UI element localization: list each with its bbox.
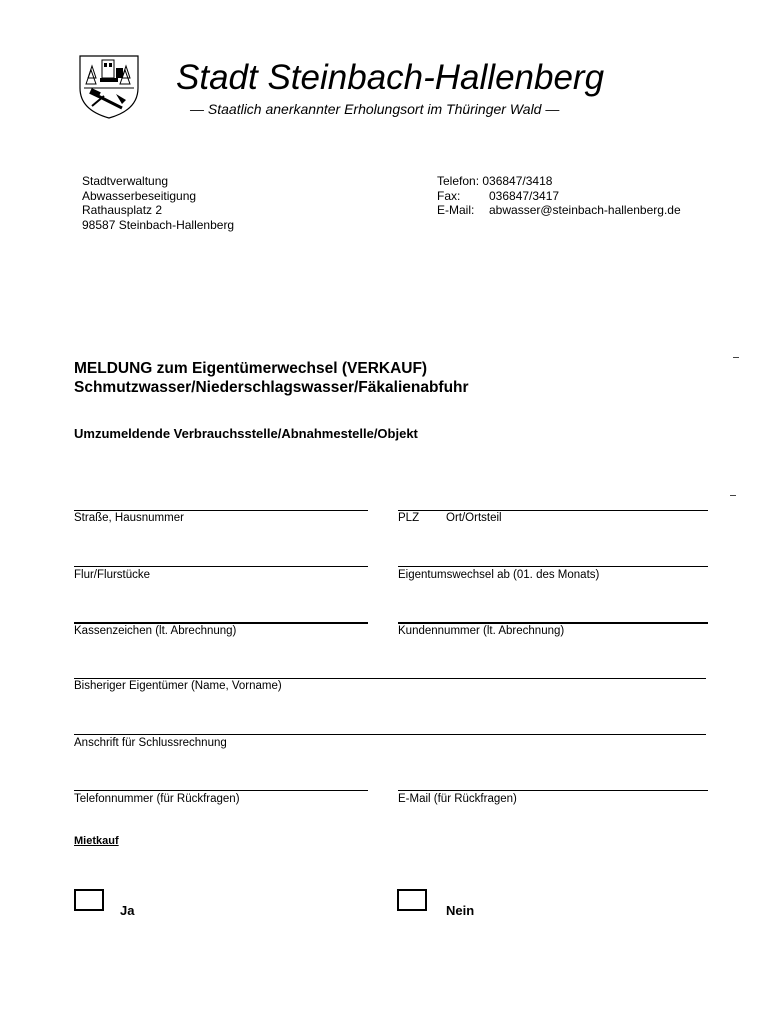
mietkauf-heading: Mietkauf	[74, 835, 119, 847]
contact-fax-label: Fax:	[437, 188, 461, 203]
margin-mark	[730, 495, 736, 496]
nein-label: Nein	[446, 903, 475, 918]
kundennummer-label: Kundennummer (lt. Abrechnung)	[398, 625, 565, 637]
bisheriger-eigentuemer-input[interactable]	[74, 678, 706, 679]
ja-label: Ja	[120, 903, 135, 918]
margin-mark	[733, 357, 739, 358]
telefon-label: Telefonnummer (für Rückfragen)	[74, 793, 240, 805]
sender-address	[82, 174, 234, 232]
ja-checkbox[interactable]	[74, 889, 104, 911]
anschrift-input[interactable]	[74, 734, 706, 735]
contact-telefon: Telefon: 036847/3418	[437, 174, 553, 188]
contact-email-value: abwasser@steinbach-hallenberg.de	[489, 203, 681, 217]
flur-input[interactable]	[74, 566, 368, 567]
plz-ort-input[interactable]	[398, 510, 708, 511]
telefon-input[interactable]	[74, 790, 368, 791]
nein-checkbox[interactable]	[397, 889, 427, 911]
coat-of-arms-icon	[78, 54, 140, 120]
strasse-label: Straße, Hausnummer	[74, 512, 184, 524]
eigentumswechsel-label: Eigentumswechsel ab (01. des Monats)	[398, 569, 600, 581]
eigentumswechsel-input[interactable]	[398, 566, 708, 567]
anschrift-label: Anschrift für Schlussrechnung	[74, 737, 227, 749]
sender-line: Abwasserbeseitigung	[82, 188, 197, 203]
bisheriger-eigentuemer-label: Bisheriger Eigentümer (Name, Vorname)	[74, 680, 282, 692]
kundennummer-input[interactable]	[398, 622, 708, 624]
contact-block	[437, 174, 681, 218]
form-subheading: Umzumeldende Verbrauchsstelle/Abnahmestelle/Objekt	[74, 426, 418, 441]
sender-line: Rathausplatz 2	[82, 203, 163, 217]
plz-label: PLZ	[398, 512, 420, 524]
sender-line: Stadtverwaltung	[82, 174, 169, 188]
form-heading-line1: MELDUNG zum Eigentümerwechsel (VERKAUF)	[74, 360, 428, 377]
flur-label: Flur/Flurstücke	[74, 569, 151, 581]
strasse-input[interactable]	[74, 510, 368, 511]
form-heading	[74, 359, 469, 397]
sender-line: 98587 Steinbach-Hallenberg	[82, 217, 235, 232]
form-heading-line2: Schmutzwasser/Niederschlagswasser/Fäkalienabfuhr	[74, 379, 469, 396]
contact-fax-value: 036847/3417	[489, 188, 560, 203]
email-label: E-Mail (für Rückfragen)	[398, 793, 517, 805]
page-subtitle: — Staatlich anerkannter Erholungsort im Thüringer Wald —	[190, 101, 560, 117]
kassenzeichen-input[interactable]	[74, 622, 368, 624]
kassenzeichen-label: Kassenzeichen (lt. Abrechnung)	[74, 625, 237, 637]
email-input[interactable]	[398, 790, 708, 791]
ort-label: Ort/Ortsteil	[446, 512, 502, 524]
contact-email-label: E-Mail:	[437, 203, 475, 217]
page-title: Stadt Steinbach-Hallenberg	[176, 58, 605, 97]
